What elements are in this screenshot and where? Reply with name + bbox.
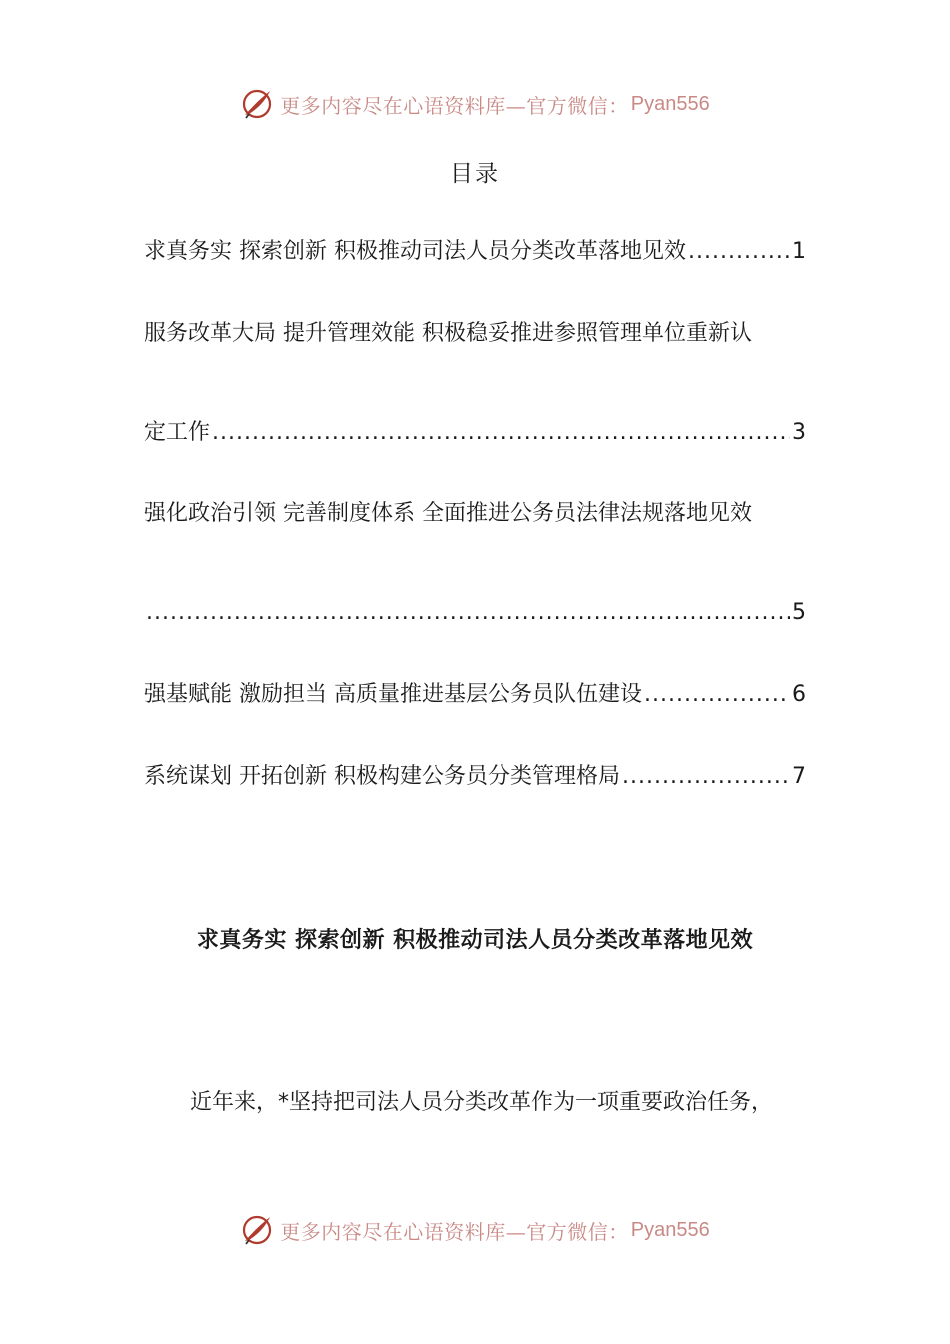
toc-page-number: 6 [792, 682, 806, 707]
toc-entry-text: 定工作 [144, 420, 211, 445]
toc-entry-3-line1[interactable]: 强化政治引领 完善制度体系 全面推进公务员法律法规落地见效 [144, 501, 752, 526]
toc-entry-5[interactable] [144, 760, 806, 794]
body-paragraph: 近年来，*坚持把司法人员分类改革作为一项重要政治任务， [190, 1090, 774, 1115]
quill-pen-logo-icon [240, 1213, 274, 1247]
toc-page-number: 3 [792, 420, 806, 445]
header-watermark [0, 84, 950, 124]
toc-leader-dots [622, 760, 790, 794]
watermark-wechat-id: Pyan556 [630, 92, 710, 115]
footer-watermark [0, 1210, 950, 1250]
toc-page-number: 7 [792, 764, 806, 789]
quill-pen-logo-icon [240, 87, 274, 121]
toc-entry-4[interactable] [144, 678, 806, 712]
watermark-wechat-id: Pyan556 [630, 1218, 710, 1241]
toc-entry-3[interactable] [144, 596, 806, 630]
toc-entry-2-line1[interactable]: 服务改革大局 提升管理效能 积极稳妥推进参照管理单位重新认 [144, 321, 752, 346]
toc-leader-dots [212, 416, 790, 450]
watermark-text: 更多内容尽在心语资料库—官方微信： [280, 93, 629, 118]
section-heading: 求真务实 探索创新 积极推动司法人员分类改革落地见效 [196, 928, 754, 953]
toc-entry-text: 求真务实 探索创新 积极推动司法人员分类改革落地见效 [144, 239, 686, 264]
toc-page-number: 1 [792, 239, 806, 264]
toc-entry-1[interactable] [144, 235, 806, 269]
toc-title: 目录 [450, 161, 500, 187]
watermark-text: 更多内容尽在心语资料库—官方微信： [280, 1219, 629, 1244]
toc-entry-2[interactable] [144, 416, 806, 450]
toc-leader-dots [644, 678, 790, 712]
toc-entry-text: 强基赋能 激励担当 高质量推进基层公务员队伍建设 [144, 682, 642, 707]
toc-entry-text: 系统谋划 开拓创新 积极构建公务员分类管理格局 [144, 764, 620, 789]
toc-page-number: 5 [792, 600, 806, 625]
toc-leader-dots [688, 235, 790, 269]
toc-leader-dots [146, 596, 790, 630]
